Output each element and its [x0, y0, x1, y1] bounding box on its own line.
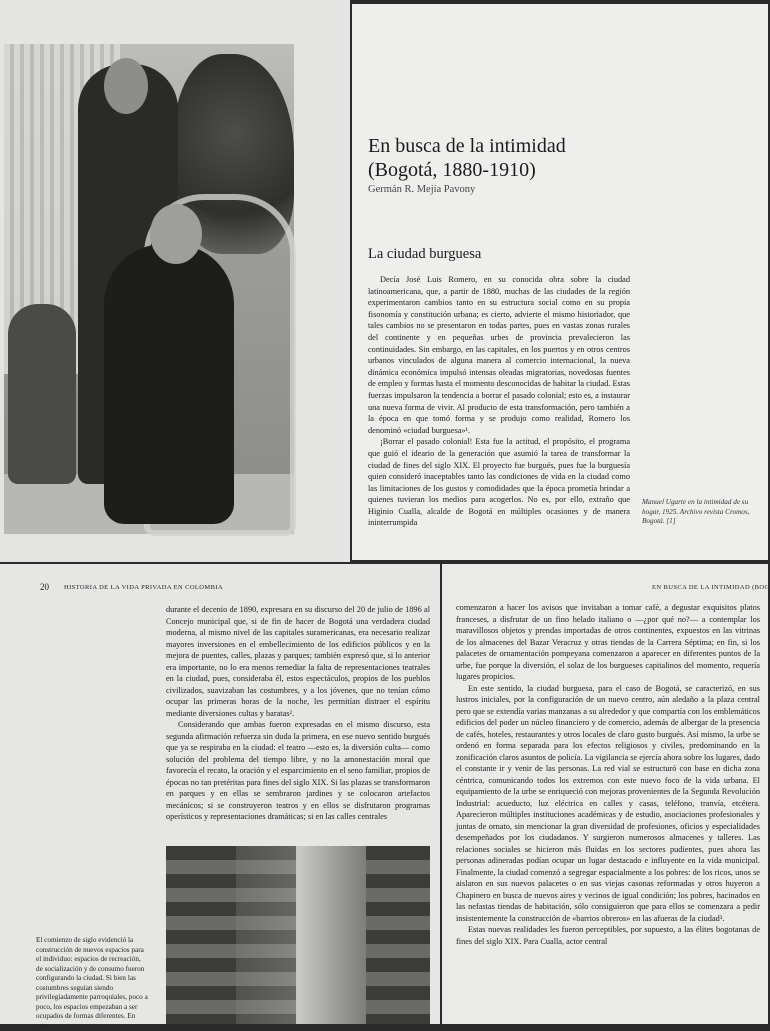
section-heading: La ciudad burguesa — [368, 246, 482, 262]
street-arcade-photo — [166, 846, 430, 1024]
chapter-title: En busca de la intimidad — [368, 135, 566, 157]
page-photo — [0, 0, 350, 562]
running-head: HISTORIA DE LA VIDA PRIVADA EN COLOMBIA — [64, 584, 223, 591]
photo-dog — [8, 304, 76, 484]
paragraph: Decía José Luis Romero, en su conocida obra sobre la ciudad latinoamericana, que, a partir de 1880, muchas de las ciudades de la región experimentaron cambios tanto en su estructura social como en su propia fisonomía y constitución urbana; es cierto, advierte el mismo historiador, que tales cambios no se presentaron en todas partes, pues en vastas zonas rurales del continente y en pequeñas urbes de provincia prevalecieron las continuidades. Sin embargo, en las capitales, en los puertos y en otros centros urbanos vinculados de alguna manera al comercio internacional, la nueva dinámica económica impulsó intensas oleadas migratorias, novedosas fuentes de empleo y formas hasta el momento desconocidas de habitar la ciudad. Estas fuerzas impulsaron la tendencia a borrar el pasado colonial; esto es, a instaurar una nueva forma de vivir. Al producto de esta transformación, pero también a la época en que tomó forma y se produjo como realidad, Romero los denominó «ciudad burguesa»¹. — [368, 275, 630, 435]
paragraph: Considerando que ambas fueron expresadas en el mismo discurso, esta segunda afirmación refuerza sin duda la primera, en ese nuevo sentido burgués que ya se respiraba en la ciudad: el teatro —esto es, la diversión culta— como solución del problema del tiempo libre, y no la amonestación moral que favorecía el recato, la oración y el esparcimiento en el seno familiar, propios de épocas no tan pretéritas para fines del siglo XIX. Si las plazas se transformaron en parques y en ellas se sembraron jardines y se colocaron artefactos mecánicos; si se construyeron teatros y en ellos se disfrutaron programas operísticos y representaciones dramáticas; si en las calles centrales — [166, 720, 430, 821]
photo-woman-head — [150, 204, 202, 264]
page-chapter-opening — [352, 4, 768, 560]
photo-caption: El comienzo de siglo evidenció la construcción de nuevos espacios para el individuo: espacios de recreación, de socialización y de consumo fueron configurando la ciudad. Si bien las costumbres seguían siendo privilegiadamente parroquiales, poco a poco, los espacios empezaban a ser ocupados de formas diferentes. En este — [36, 936, 148, 1030]
paragraph: comenzaron a hacer los avisos que invitaban a tomar café, a degustar exquisitos platos franceses, a disfrutar de un fino helado italiano o —¿por qué no?— a contemplar los maravillosos objetos y prendas importadas de otros continentes, expuestos en las vitrinas de los almacenes del Bazar Veracruz y otras tiendas de la Carrera Séptima; en fin, si los palacetes de ornamentación pompeyana comenzaron a aparecer en diferentes puntos de la urbe, fue porque la diversión, el solaz de los burgueses capitalinos del momento, requería lugares propicios. — [456, 603, 760, 681]
paragraph: ¡Borrar el pasado colonial! Esta fue la actitud, el propósito, el programa que guió el ideario de la generación que asumió la tarea de transformar la ciudad de fines del siglo XIX. El proyecto fue burgués, pues fue la burguesía quien consideró inaceptables tanto las condiciones de vida en la ciudad como las limitaciones de los gustos y comodidades que la época prometía brindar a quienes tuvieran los medios para acogerlos. No es, por ello, extraño que Higinio Cualla, alcalde de Bogotá en múltiples ocasiones y de manera ininterrumpida — [368, 437, 630, 528]
body-text — [456, 602, 760, 947]
photo-building-center — [236, 846, 296, 1024]
running-head: EN BUSCA DE LA INTIMIDAD (BOG — [652, 584, 770, 591]
paragraph: En este sentido, la ciudad burguesa, para el caso de Bogotá, se caracterizó, en sus lustros iniciales, por la configuración de un nuevo centro, aún aledaño a la plaza central pero que se extendía varias manzanas a su alrededor y que compartía con los emblemáticos edificios del poder un núcleo financiero y de comercio, además de albergar de la presencia de cafés, hoteles, restaurantes y otros locales de claro gusto burgués. Así mismo, la urbe se ordenó en forma separada para los efectos religiosos y civiles, predominando en la zonificación claros asuntos de policía. La vigilancia se ejercía ahora sobre los lugares, dado el constante ir y venir de las personas. La red vial se estructuró con base en dicha zona céntrica, comunicando todos los extremos con este nuevo foco de la vida urbana. El equipamiento de la urbe se enriqueció con mejoras provenientes de la Segunda Revolución Industrial: acueducto, luz eléctrica en calles y casas, teléfono, tranvía, etcétera. Aparecieron múltiples instituciones académicas y de estudio, asociaciones profesionales y juntas de ornato, sin mencionar la gran diversidad de profesiones, oficios y especialidades desempeñados por los ciudadanos. Y surgieron numerosos almacenes y talleres. Las relaciones sociales se hicieron más fluidas en los sectores pudientes, pues ahora las personas adineradas podían ocupar un lugar destacado e influyente en la vida municipal. Finalmente, la ciudad comenzó a segregar espacialmente a los pobres: de los ricos, unos se aislaron en sus nuevos palacetes o en sus viejas casonas reformadas y otros huyeron a Chapinero en busca de nuevos aires y vecinos de igual condición; los pobres, hacinados en las nefastas tiendas de habitación, sólo consiguieron que para ellos se comenzara a pedir insistentemente la construcción de «barrios obreros» en las afueras de la ciudad³. — [456, 683, 760, 923]
page-20 — [0, 564, 440, 1030]
photo-caption: Manuel Ugarte en la intimidad de su hogar, 1925. Archivo revista Cromos, Bogotá. [1] — [642, 498, 750, 525]
paragraph: durante el decenio de 1890, expresara en su discurso del 20 de julio de 1896 al Concejo municipal que, si de fin de hacer de Bogotá una verdadera ciudad moderna, al mismo nivel de las capitales suramericanas, era necesario realizar mayores inversiones en el embellecimiento de los edificios públicos y en la mejora de puentes, calles, plazas y parques; también expresó que, si lo anterior era importante, no lo era menos remediar la falta de representaciones teatrales en la ciudad, pues, consideraba él, estos espectáculos, propios de los pueblos civilizados, suavizaban las costumbres, y a los jóvenes, que no tenían cómo ocupar las primeras horas de la noche, les permitían distraer el espíritu mediante diversiones cultas y baratas². — [166, 605, 430, 718]
page-21 — [442, 564, 768, 1024]
chapter-author: Germán R. Mejía Pavony — [368, 184, 476, 195]
photo-building-left — [166, 846, 236, 1024]
page-number: 20 — [40, 582, 49, 592]
photo-seated-woman — [104, 244, 234, 524]
portrait-photo — [4, 44, 294, 534]
photo-building-right — [366, 846, 430, 1024]
chapter-title-dates: (Bogotá, 1880-1910) — [368, 159, 536, 181]
body-text — [368, 274, 630, 529]
body-text — [166, 604, 430, 823]
photo-man-head — [104, 58, 148, 114]
paragraph: Estas nuevas realidades les fueron perceptibles, por supuesto, a las élites bogotanas de fines del siglo XIX. Para Cualla, actor central — [456, 925, 760, 946]
